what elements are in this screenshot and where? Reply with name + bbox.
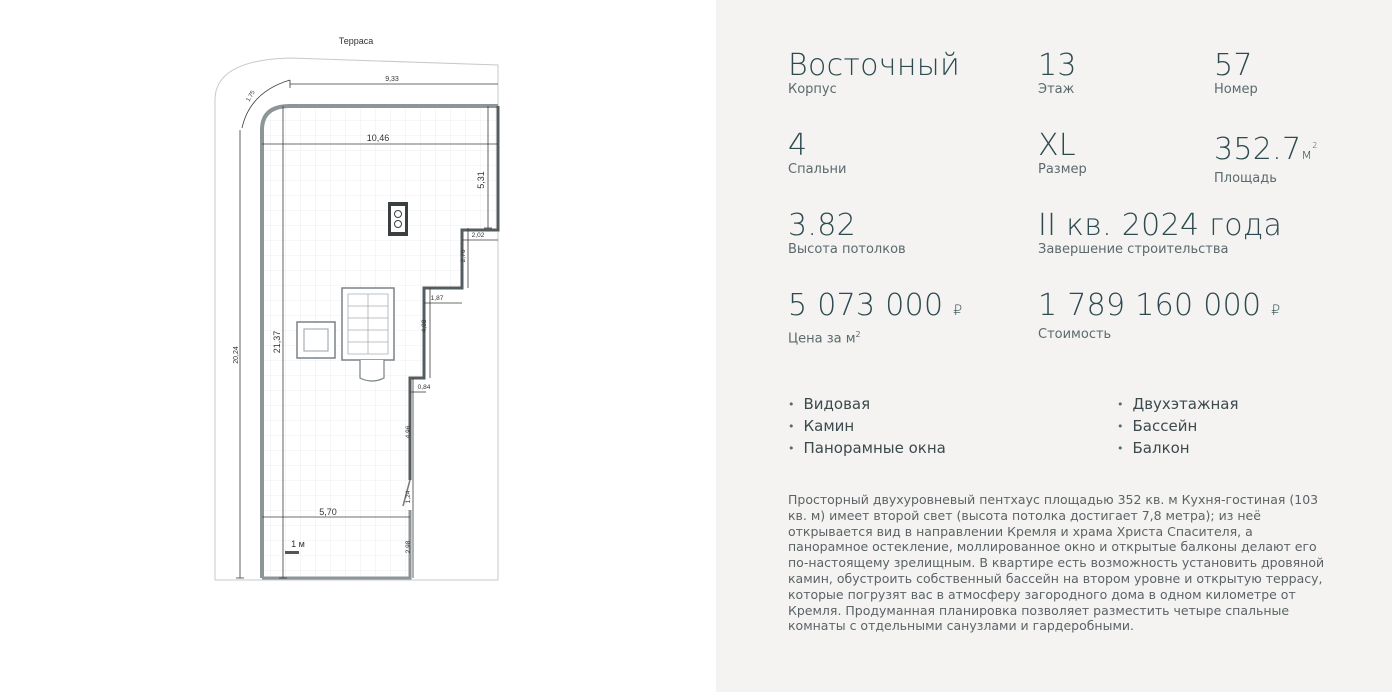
nomer-value: 57 xyxy=(1214,48,1253,83)
dim-570: 5,70 xyxy=(319,507,337,517)
cena-m2-value: 5 073 000 xyxy=(788,288,944,323)
apartment-description: Просторный двухуровневый пентхаус площадью 352 кв. м Кухня-гостиная (103 кв. м) имеет второй свет (высота потолка достигает 7,8 метра); из неё открывается вид в направлении Кремля и храма Христа Спасителя, а панорамное остекление, моллированное окно и открытые балконы делают его по-настоящему зрелищным. В квартире есть возможность установить дровяной камин, обустроить собственный бассейн на втором уровне и открытую террасу, которые погрузят вас в атмосферу загородного дома в одном километре от Кремля. Продуманная планировка позволяет разместить четыре спальные комнаты с отдельными санузлами и гардеробными. xyxy=(788,492,1325,634)
elevator xyxy=(297,322,335,358)
feature-item: • Бассейн xyxy=(1117,416,1239,438)
dim-1046: 10,46 xyxy=(366,133,390,143)
dim-124: 1,24 xyxy=(405,490,412,504)
korpus-label: Корпус xyxy=(788,82,837,97)
dim-408: 4,08 xyxy=(421,319,428,333)
spalni-label: Спальни xyxy=(788,162,847,177)
features-list-right xyxy=(1117,394,1239,460)
zavershenie-label: Завершение строительства xyxy=(1038,242,1229,257)
zavershenie-value: II кв. 2024 года xyxy=(1038,208,1283,243)
stoimost-value: 1 789 160 000 xyxy=(1038,288,1262,323)
ploshchad-unit-sup: 2 xyxy=(1312,141,1318,150)
dim-084: 0,84 xyxy=(417,384,431,391)
stat-nomer xyxy=(1214,50,1258,98)
dim-496: 4,96 xyxy=(405,425,412,439)
ploshchad-label: Площадь xyxy=(1214,171,1277,186)
stat-razmer xyxy=(1038,130,1087,178)
dim-531: 5,31 xyxy=(476,171,486,189)
ruble-icon: ₽ xyxy=(953,303,963,319)
vysota-value: 3.82 xyxy=(788,208,856,243)
ruble-icon: ₽ xyxy=(1271,303,1281,319)
stat-cena-m2 xyxy=(788,290,962,347)
vysota-label: Высота потолков xyxy=(788,242,906,257)
feature-item: • Двухэтажная xyxy=(1117,394,1239,416)
features-list-left xyxy=(788,394,946,460)
dim-2137: 21,37 xyxy=(272,330,282,354)
dim-187: 1,87 xyxy=(430,295,444,302)
stat-etazh xyxy=(1038,50,1077,98)
nomer-label: Номер xyxy=(1214,82,1258,97)
stat-ploshchad xyxy=(1214,130,1318,187)
razmer-label: Размер xyxy=(1038,162,1087,177)
spalni-value: 4 xyxy=(788,128,808,163)
feature-item: • Видовая xyxy=(788,394,946,416)
dim-202: 2,02 xyxy=(471,232,485,239)
cena-m2-label-sup: 2 xyxy=(855,330,861,339)
ploshchad-unit: м xyxy=(1301,147,1313,163)
ploshchad-value: 352.7 xyxy=(1214,132,1302,167)
etazh-label: Этаж xyxy=(1038,82,1075,97)
stat-stoimost xyxy=(1038,290,1280,343)
razmer-value: XL xyxy=(1038,128,1076,163)
dim-298: 2,98 xyxy=(405,540,412,554)
stat-vysota xyxy=(788,210,906,258)
feature-item: • Камин xyxy=(788,416,946,438)
etazh-value: 13 xyxy=(1038,48,1077,83)
stat-zavershenie xyxy=(1038,210,1282,258)
scale-bar xyxy=(285,551,299,554)
dim-933: 9,33 xyxy=(385,76,399,83)
terrace-label: Терраса xyxy=(338,36,374,46)
korpus-value: Восточный xyxy=(788,48,961,83)
feature-item: • Балкон xyxy=(1117,438,1239,460)
scale-label: 1 м xyxy=(291,539,305,549)
dim-175: 1.75 xyxy=(245,89,257,104)
feature-item: • Панорамные окна xyxy=(788,438,946,460)
stoimost-label: Стоимость xyxy=(1038,327,1112,342)
dim-276: 2,76 xyxy=(460,249,467,263)
stat-spalni xyxy=(788,130,846,178)
stat-korpus xyxy=(788,50,960,98)
dim-2024: 20,24 xyxy=(233,346,240,364)
cena-m2-label: Цена за м xyxy=(788,331,856,347)
